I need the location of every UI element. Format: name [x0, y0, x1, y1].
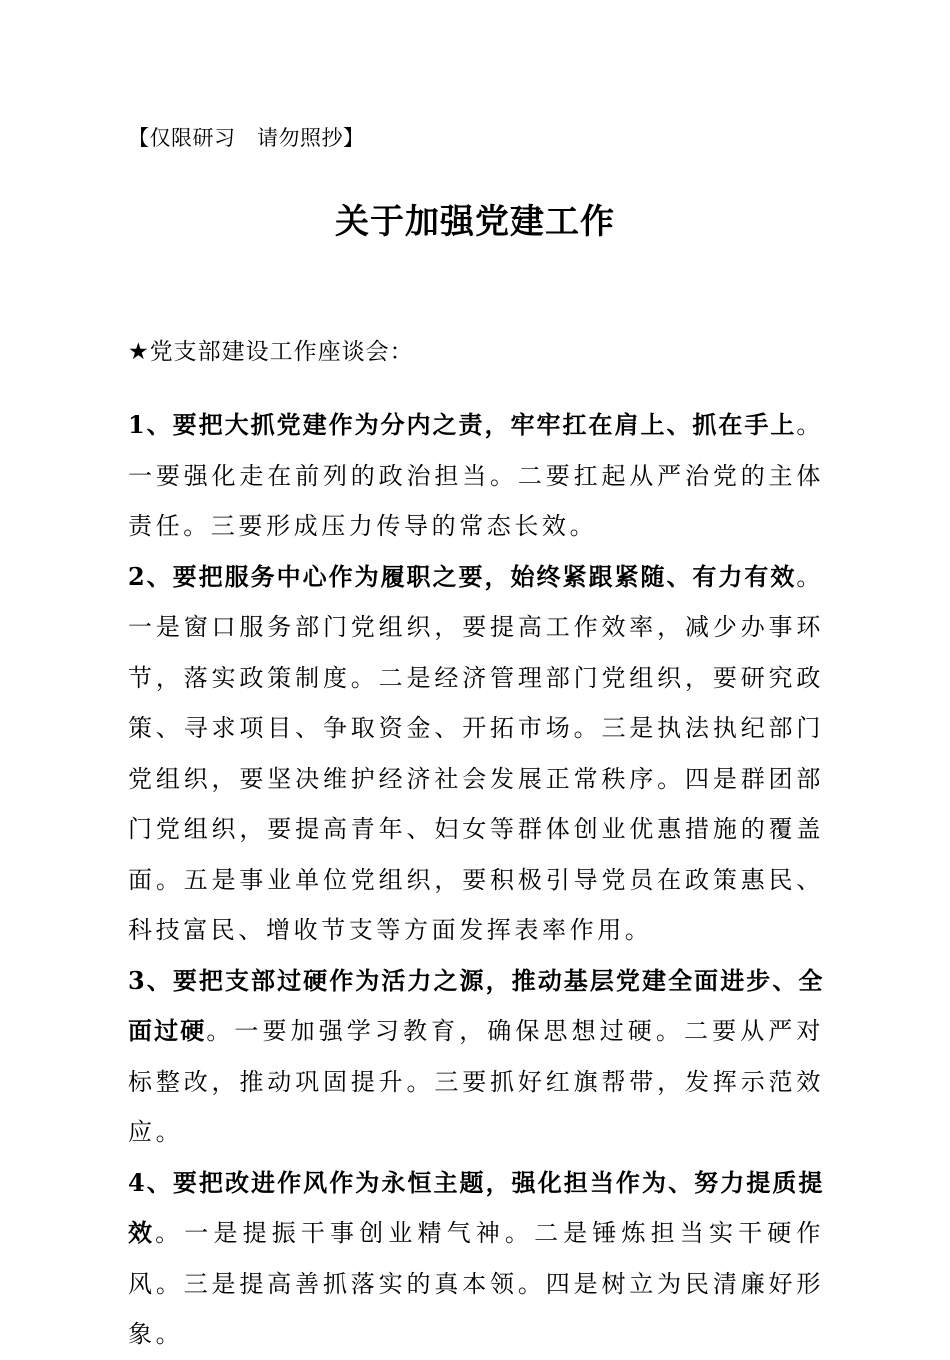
item-lead: 2、要把服务中心作为履职之要，始终紧跟紧随、有力有效 [128, 561, 797, 591]
list-item [128, 400, 824, 552]
item-lead: 1、要把大抓党建作为分内之责，牢牢扛在肩上、抓在手上 [128, 410, 797, 439]
item-body: 。一要强化走在前列的政治担当。二要扛起从严治党的主体责任。三要形成压力传导的常态长效。 [128, 411, 824, 540]
item-body: 。一是窗口服务部门党组织，要提高工作效率，减少办事环节，落实政策制度。二是经济管理部门党组织，要研究政策、寻求项目、争取资金、开拓市场。三是执法执纪部门党组织，要坚决维护经济社会发展正常秩序。四是群团部门党组织，要提高青年、妇女等群体创业优惠措施的覆盖面。五是事业单位党组织，要积极引导党员在政策惠民、科技富民、增收节支等方面发挥表率作用。 [128, 562, 824, 944]
section-heading: ★党支部建设工作座谈会： [128, 339, 414, 365]
item-lead: 3、要把支部过硬作为活力之源，推动基层党建全面进步、全面过硬 [128, 965, 824, 1045]
list-item [128, 552, 824, 956]
item-list [128, 400, 824, 1360]
item-lead: 4、要把改进作风作为永恒主题，强化担当作为、努力提质提效 [128, 1167, 824, 1247]
item-body: 。一是提振干事创业精气神。二是锤炼担当实干硬作风。三是提高善抓落实的真本领。四是树立为民清廉好形象。 [128, 1219, 824, 1348]
list-item [128, 956, 824, 1158]
item-body: 。一要加强学习教育，确保思想过硬。二要从严对标整改，推动巩固提升。三要抓好红旗帮带，发挥示范效应。 [128, 1017, 824, 1146]
list-item [128, 1158, 824, 1360]
usage-notice: 【仅限研习 请勿照抄】 [128, 126, 365, 150]
document-title: 关于加强党建工作 [335, 202, 615, 242]
